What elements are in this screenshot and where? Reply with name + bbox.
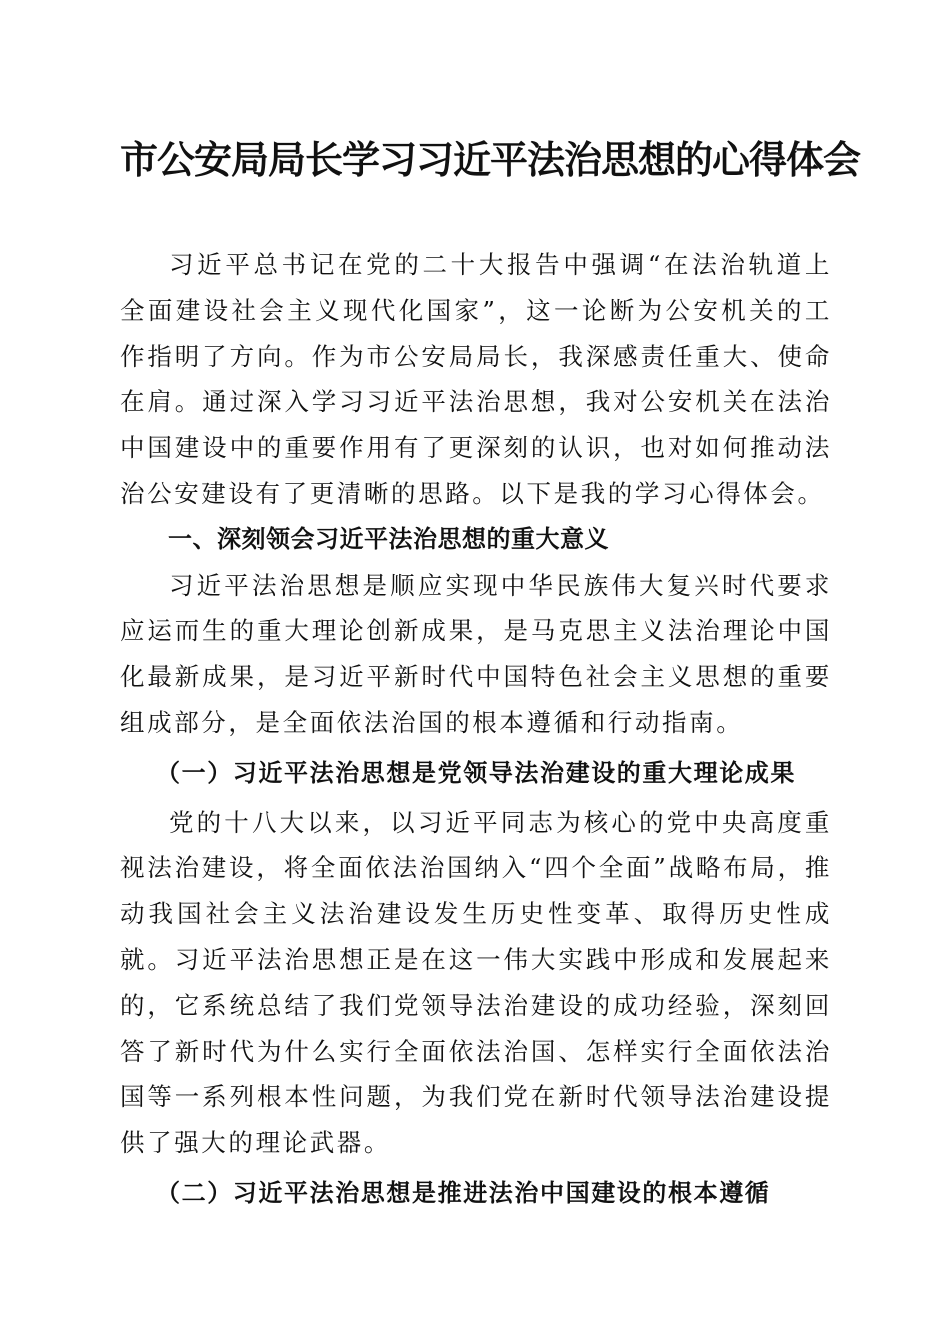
intro-paragraph: 习近平总书记在党的二十大报告中强调“在法治轨道上全面建设社会主义现代化国家”，这一论断为公安机关的工作指明了方向。作为市公安局局长，我深感责任重大、使命在肩。通过深入学习习近平法治思想，我对公安机关在法治中国建设中的重要作用有了更深刻的认识，也对如何推动法治公安建设有了更清晰的思路。以下是我的学习心得体会。 <box>120 250 832 508</box>
section-1-paragraph: 习近平法治思想是顺应实现中华民族伟大复兴时代要求应运而生的重大理论创新成果，是马克思主义法治理论中国化最新成果，是习近平新时代中国特色社会主义思想的重要组成部分，是全面依法治国的根本遵循和行动指南。 <box>120 570 832 737</box>
document-page <box>120 130 861 1220</box>
subsection-1-heading: （一）习近平法治思想是党领导法治建设的重大理论成果 <box>156 757 796 787</box>
section-1-heading: 一、深刻领会习近平法治思想的重大意义 <box>168 524 609 553</box>
subsection-2-heading: （二）习近平法治思想是推进法治中国建设的根本遵循 <box>156 1177 771 1207</box>
document-title: 市公安局局长学习习近平法治思想的心得体会 <box>120 137 861 182</box>
subsection-1-paragraph: 党的十八大以来，以习近平同志为核心的党中央高度重视法治建设，将全面依法治国纳入“四个全面”战略布局，推动我国社会主义法治建设发生历史性变革、取得历史性成就。习近平法治思想正是在这一伟大实践中形成和发展起来的，它系统总结了我们党领导法治建设的成功经验，深刻回答了新时代为什么实行全面依法治国、怎样实行全面依法治国等一系列根本性问题，为我们党在新时代领导法治建设提供了强大的理论武器。 <box>120 807 832 1158</box>
